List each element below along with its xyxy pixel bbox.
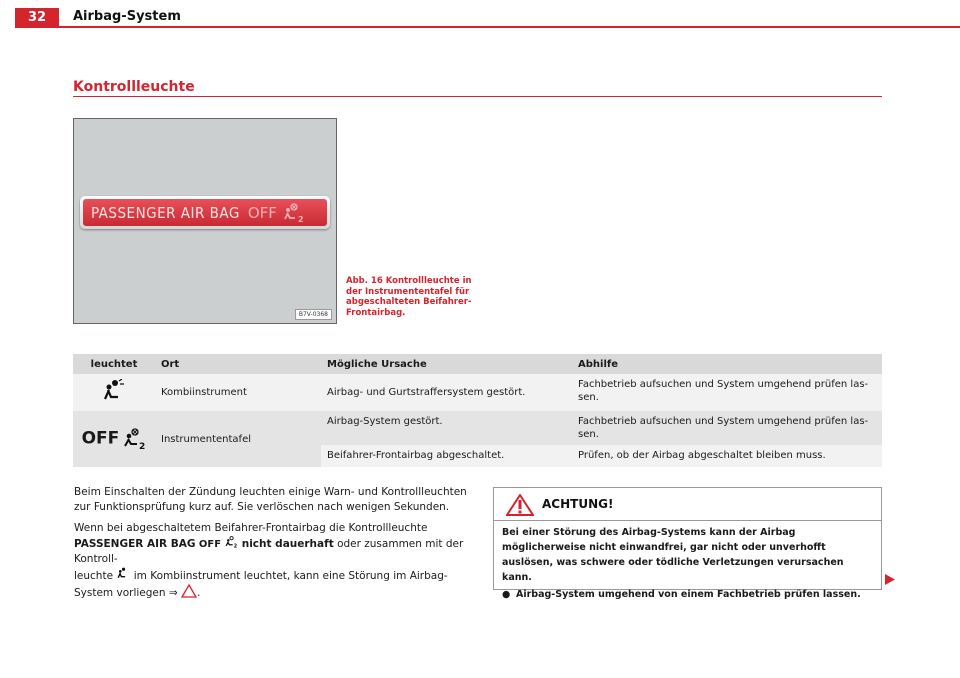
text-span: leuchte bbox=[74, 570, 114, 582]
svg-text:2: 2 bbox=[234, 543, 238, 548]
figure-image bbox=[73, 118, 337, 324]
text-span: PASSENGER AIR BAG bbox=[74, 538, 196, 550]
table-row bbox=[73, 374, 882, 411]
leuchtet-cell bbox=[73, 411, 155, 467]
warning-triangle-icon bbox=[506, 494, 534, 516]
airbag-label-text: PASSENGER AIR BAG bbox=[91, 203, 240, 222]
header-rule bbox=[59, 26, 960, 28]
text-span: oder zusammen mit der Kontroll- bbox=[74, 538, 464, 565]
passenger-airbag-label bbox=[80, 196, 330, 229]
leuchtet-cell bbox=[73, 374, 155, 411]
bullet-icon: ● bbox=[502, 589, 511, 600]
ursache-cell: Airbag- und Gurtstraffersystem gestört. bbox=[321, 374, 572, 411]
text-span: System vorliegen bbox=[74, 587, 166, 599]
warning-header bbox=[494, 488, 881, 521]
warning-box bbox=[493, 487, 882, 600]
ursache-cell: Airbag-System gestört. bbox=[321, 411, 572, 445]
figure-caption: Abb. 16 Kontrollleuchte in der Instrumententafel für abgeschalteten Beifahrer-Frontairbag. bbox=[346, 276, 472, 318]
bullet-text: Airbag-System umgehend von einem Fachbetrieb prüfen lassen. bbox=[516, 589, 861, 600]
off-icon-label: OFF bbox=[81, 428, 120, 449]
table-header-row bbox=[73, 354, 882, 374]
continue-arrow-icon[interactable] bbox=[884, 573, 896, 586]
abhilfe-cell: Prüfen, ob der Airbag abgeschaltet bleiben muss. bbox=[572, 445, 882, 467]
airbag-warning-icon bbox=[116, 567, 130, 580]
abhilfe-cell: Fachbetrieb aufsuchen und System umgehend prüfen las-sen. bbox=[572, 411, 882, 445]
svg-text:2: 2 bbox=[139, 442, 146, 450]
airbag-label-off: OFF bbox=[247, 203, 277, 222]
ort-cell: Instrumententafel bbox=[155, 411, 321, 467]
paragraph-malfunction: Wenn bei abgeschaltetem Beifahrer-Frontairbag die Kontrollleuchte PASSENGER AIR BAG OFF 2 nicht dauerhaft oder zusammen mit der Kontroll- leuchte im Kombiinstrument leuchtet, kann eine Störung im Airbag- System vorliegen ⇒ . bbox=[74, 522, 464, 599]
figure-code: B7V-0368 bbox=[295, 309, 332, 320]
seat-airbag-off-icon bbox=[224, 536, 238, 548]
text-span: Wenn bei abgeschaltetem Beifahrer-Frontairbag die Kontrollleuchte bbox=[74, 522, 428, 534]
text-span: nicht dauerhaft bbox=[241, 538, 334, 550]
section-title: Kontrollleuchte bbox=[73, 79, 195, 95]
warning-light-table bbox=[73, 354, 882, 467]
col-ort: Ort bbox=[155, 354, 321, 374]
seat-airbag-off-icon bbox=[282, 203, 304, 223]
col-leuchtet: leuchtet bbox=[73, 354, 155, 374]
svg-text:2: 2 bbox=[297, 214, 304, 223]
warning-bullet bbox=[494, 585, 881, 602]
airbag-warning-icon bbox=[101, 379, 127, 403]
cross-reference-arrow: ⇒ bbox=[168, 587, 178, 599]
section-rule bbox=[73, 96, 882, 97]
ursache-cell: Beifahrer-Frontairbag abgeschaltet. bbox=[321, 445, 572, 467]
warning-title: ACHTUNG! bbox=[542, 497, 614, 511]
warning-triangle-icon[interactable] bbox=[181, 584, 197, 598]
page-header bbox=[0, 0, 960, 28]
seat-airbag-off-icon bbox=[122, 428, 146, 450]
ort-cell: Kombiinstrument bbox=[155, 374, 321, 411]
chapter-title: Airbag-System bbox=[73, 9, 181, 24]
col-ursache: Mögliche Ursache bbox=[321, 354, 572, 374]
paragraph-intro: Beim Einschalten der Zündung leuchten einige Warn- und Kontrollleuchten zur Funktionsprüfung kurz auf. Sie verlöschen nach wenigen Sekunden. bbox=[74, 486, 467, 513]
off-inline-label: OFF bbox=[198, 539, 222, 550]
table-row bbox=[73, 411, 882, 445]
warning-text: Bei einer Störung des Airbag-Systems kann der Airbag möglicherweise nicht einwandfrei, gar nicht oder unverhofft auslösen, was schwere oder tödliche Verletzungen verursachen kann. bbox=[502, 527, 844, 583]
abhilfe-cell: Fachbetrieb aufsuchen und System umgehend prüfen las-sen. bbox=[572, 374, 882, 411]
text-span: im Kombiinstrument leuchtet, kann eine Störung im Airbag- bbox=[133, 570, 448, 582]
col-abhilfe: Abhilfe bbox=[572, 354, 882, 374]
page-number: 32 bbox=[15, 8, 59, 28]
